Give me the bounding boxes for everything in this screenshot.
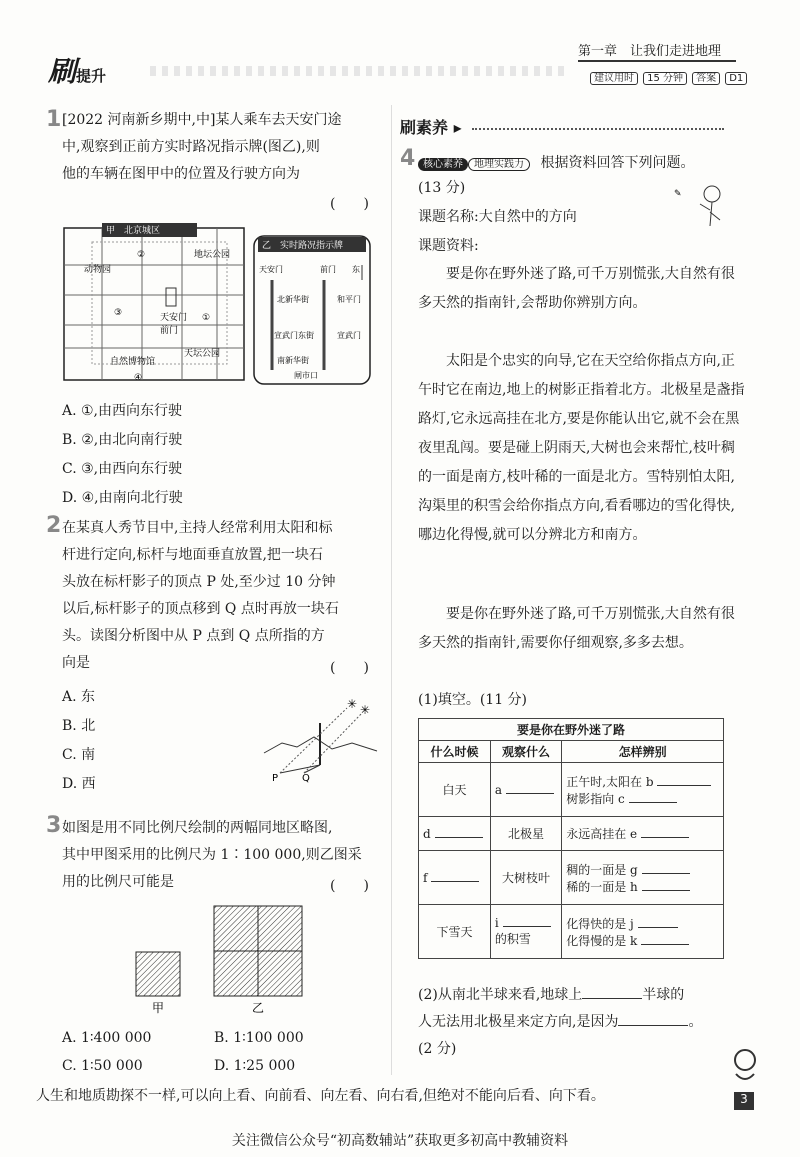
blank-label: d	[423, 826, 431, 841]
q4-sub1: (1)填空。(11 分)	[418, 692, 528, 708]
blank-label: 正午时,太阳在 b	[566, 774, 654, 789]
map-jia	[64, 223, 244, 383]
page-number: 3	[734, 1092, 754, 1110]
q1-option-c[interactable]: C. ③,由西向东行驶	[62, 461, 183, 477]
time-label: 建议用时	[590, 72, 638, 85]
header-stripes	[150, 66, 570, 76]
sun-icon: ✳	[347, 697, 358, 711]
brand-small: 提升	[76, 67, 107, 85]
q3-line: 用的比例尺可能是	[62, 874, 174, 890]
badge-practice: 地理实践力	[468, 158, 530, 171]
table-row	[419, 763, 724, 817]
table-row	[419, 905, 724, 959]
q1-line: [2022 河南新乡期中,中]某人乘车去天安门途	[62, 112, 342, 128]
sign-label: 东	[352, 265, 360, 274]
table-cell[interactable]	[419, 851, 491, 905]
map-jia-square	[136, 952, 180, 996]
q3-line: 其中甲图采用的比例尺为 1∶100 000,则乙图采	[62, 847, 362, 863]
answer-ref: D1	[725, 72, 747, 85]
blank-label: f	[423, 870, 428, 885]
sign-label: 宣武门	[337, 331, 361, 340]
sign-label: 闸市口	[294, 371, 318, 380]
q3-number: 3	[46, 813, 62, 838]
q3-option-a[interactable]: A. 1∶400 000	[62, 1030, 152, 1046]
section-title: 刷素养 ▸	[400, 118, 462, 137]
map-label: 天安门	[160, 313, 188, 323]
q2-option-c[interactable]: C. 南	[62, 747, 96, 763]
q2-answer-paren: ( )	[330, 660, 369, 676]
brand-big: 刷	[48, 55, 77, 88]
table-header: 什么时候	[419, 741, 491, 763]
q4-intro: 根据资料回答下列问题。	[540, 155, 695, 171]
q3-option-c[interactable]: C. 1∶50 000	[62, 1058, 143, 1074]
blank-reason[interactable]	[618, 1025, 688, 1026]
q2-line: 头。读图分析图中从 P 点到 Q 点所指的方	[62, 628, 325, 644]
blank-label: 永远高挂在 e	[566, 827, 638, 841]
q2-line: 向是	[62, 655, 90, 671]
q3-stem	[62, 815, 362, 896]
brand-logo	[48, 50, 106, 90]
blank-i[interactable]	[503, 926, 551, 927]
q2-figure	[262, 693, 382, 785]
table-cell[interactable]	[562, 763, 724, 817]
blank-label: 的积雪	[494, 932, 531, 946]
table-cell[interactable]	[562, 851, 724, 905]
table-row	[419, 817, 724, 851]
sub2-text: 半球的	[642, 987, 685, 1003]
table-cell[interactable]	[490, 763, 561, 817]
table-cell[interactable]	[419, 817, 491, 851]
q2-line: 以后,标杆影子的顶点移到 Q 点时再放一块石	[62, 601, 339, 617]
map-yi-title: 乙 实时路况指示牌	[262, 241, 344, 251]
sign-label: 和平门	[337, 295, 361, 304]
map-label: 天坛公园	[184, 349, 221, 359]
q3-answer-paren: ( )	[330, 878, 369, 894]
table-cell: 大树枝叶	[490, 851, 561, 905]
q1-line: 中,观察到正前方实时路况指示牌(图乙),则	[62, 139, 320, 155]
cartoon-thinker-icon	[670, 176, 730, 236]
section-dots	[472, 128, 724, 130]
q1-answer-paren: ( )	[330, 196, 369, 212]
q1-number: 1	[46, 107, 62, 132]
table-header: 观察什么	[490, 741, 561, 763]
chapter-divider	[578, 60, 736, 62]
q1-option-b[interactable]: B. ②,由北向南行驶	[62, 432, 183, 448]
blank-f[interactable]	[431, 881, 479, 882]
point-label: Q	[302, 773, 310, 784]
badge-core: 核心素养	[418, 158, 468, 171]
table-cell[interactable]	[562, 905, 724, 959]
q4-number: 4	[400, 146, 416, 171]
answer-label: 答案	[692, 72, 720, 85]
sub2-text: (2)从南北半球来看,地球上	[418, 987, 583, 1003]
table-cell: 白天	[419, 763, 491, 817]
point-label: P	[272, 773, 279, 784]
blank-d[interactable]	[435, 837, 483, 838]
map-label: ③	[114, 308, 123, 318]
table-cell: 下雪天	[419, 905, 491, 959]
q2-line: 杆进行定向,标杆与地面垂直放置,把一块石	[62, 547, 323, 563]
q3-options	[62, 1024, 362, 1080]
q4-material: 课题资料:	[418, 238, 479, 254]
q4-para-2: 太阳是个忠实的向导,它在天空给你指点方向,正午时它在南边,地上的树影正指着北方。北极星是盏指路灯,它永远高挂在北方,要是你能认出它,就不会在黑夜里乱闯。要是碰上阴雨天,大树也会来帮忙,枝叶稠的一面是南方,枝叶稀的一面是北方。雪特别怕太阳,沟渠里的积雪会给你指点方向,看看哪边的雪化得快,哪边化得慢,就可以分辨北方和南方。	[418, 353, 745, 543]
decoration-icon	[730, 1046, 760, 1084]
direction-table	[418, 718, 724, 959]
map-label: ④	[134, 373, 143, 383]
chapter-title: 第一章 让我们走进地理	[578, 44, 722, 59]
q3-option-d[interactable]: D. 1∶25 000	[214, 1058, 296, 1074]
q2-option-a[interactable]: A. 东	[62, 689, 96, 705]
svg-text:✎: ✎	[674, 189, 682, 199]
map-label: 自然博物馆	[110, 357, 156, 367]
sub2-text: 人无法用北极星来定方向,是因为	[418, 1014, 619, 1030]
map-label: ②	[137, 250, 146, 260]
table-title: 要是你在野外迷了路	[419, 719, 724, 741]
blank-b[interactable]	[657, 785, 711, 786]
map-yi	[254, 236, 370, 384]
table-cell: 北极星	[490, 817, 561, 851]
q1-option-a[interactable]: A. ①,由西向东行驶	[62, 403, 183, 419]
q4-head	[418, 152, 694, 172]
q2-option-d[interactable]: D. 西	[62, 776, 96, 792]
sign-label: 北新华街	[277, 295, 309, 304]
sign-label: 前门	[320, 265, 336, 274]
sign-label: 天安门	[259, 265, 283, 274]
sign-label: 南新华街	[277, 356, 309, 365]
blank-h[interactable]	[642, 890, 690, 891]
q1-stem	[62, 107, 341, 188]
blank-k[interactable]	[641, 944, 689, 945]
blank-hemisphere[interactable]	[582, 998, 642, 999]
table-cell[interactable]	[490, 905, 561, 959]
q1-figure	[62, 220, 382, 390]
map-label: 动物园	[84, 265, 112, 275]
q2-line: 在某真人秀节目中,主持人经常利用太阳和标	[62, 520, 333, 536]
time-value: 15 分钟	[643, 72, 687, 85]
blank-label: a	[494, 782, 503, 797]
q1-option-d[interactable]: D. ④,由南向北行驶	[62, 490, 183, 506]
q2-number: 2	[46, 513, 62, 538]
bottom-quote: 人生和地质勘探不一样,可以向上看、向前看、向左看、向右看,但绝对不能向后看、向下看。	[36, 1088, 605, 1104]
blank-a[interactable]	[506, 793, 554, 794]
q4-topic: 课题名称:大自然中的方向	[418, 209, 577, 225]
fig-label-jia: 甲	[152, 1001, 165, 1015]
q3-line: 如图是用不同比例尺绘制的两幅同地区略图,	[62, 820, 333, 836]
blank-c[interactable]	[629, 802, 677, 803]
time-tag	[590, 66, 747, 85]
blank-label: 稠的一面是 g	[566, 862, 638, 877]
blank-label: i	[494, 916, 499, 930]
fig-label-yi: 乙	[252, 1001, 265, 1015]
blank-j[interactable]	[638, 927, 678, 928]
q4-para-1: 要是你在野外迷了路,可千万别慌张,大自然有很多天然的指南针,会帮助你辨别方向。	[418, 266, 735, 311]
q3-figure	[126, 900, 316, 1018]
footer-note: 关注微信公众号“初高数辅站”获取更多初高中教辅资料	[231, 1133, 569, 1149]
q1-options	[62, 397, 183, 513]
blank-label: 化得快的是 j	[566, 916, 634, 931]
q2-stem	[62, 515, 339, 677]
column-divider	[391, 105, 392, 1075]
sub2-score: (2 分)	[418, 1041, 457, 1057]
sub2-text: 。	[688, 1014, 703, 1030]
sun-icon: ✳	[360, 703, 371, 717]
q2-options	[62, 683, 96, 799]
table-header: 怎样辨别	[562, 741, 724, 763]
table-cell[interactable]	[562, 817, 724, 851]
q4-para-3: 要是你在野外迷了路,可千万别慌张,大自然有很多天然的指南针,需要你仔细观察,多多去想。	[418, 606, 735, 651]
section-title-text: 刷素养	[400, 118, 449, 137]
map-label: 前门	[160, 326, 179, 336]
table-row	[419, 851, 724, 905]
sign-label: 宣武门东街	[274, 331, 314, 340]
q2-option-b[interactable]: B. 北	[62, 718, 96, 734]
q4-score: (13 分)	[418, 180, 466, 196]
q2-line: 头放在标杆影子的顶点 P 处,至少过 10 分钟	[62, 574, 336, 590]
q4-sub2	[418, 982, 738, 1063]
map-label: ①	[202, 313, 211, 323]
blank-label: 化得慢的是 k	[566, 933, 638, 948]
q1-line: 他的车辆在图甲中的位置及行驶方向为	[62, 166, 300, 182]
blank-label: 树影指向 c	[566, 791, 625, 806]
q3-option-b[interactable]: B. 1∶100 000	[214, 1030, 304, 1046]
blank-g[interactable]	[642, 873, 690, 874]
map-jia-title: 甲 北京城区	[106, 226, 161, 236]
blank-e[interactable]	[641, 837, 689, 838]
blank-label: 稀的一面是 h	[566, 879, 638, 894]
map-label: 地坛公园	[194, 250, 231, 260]
